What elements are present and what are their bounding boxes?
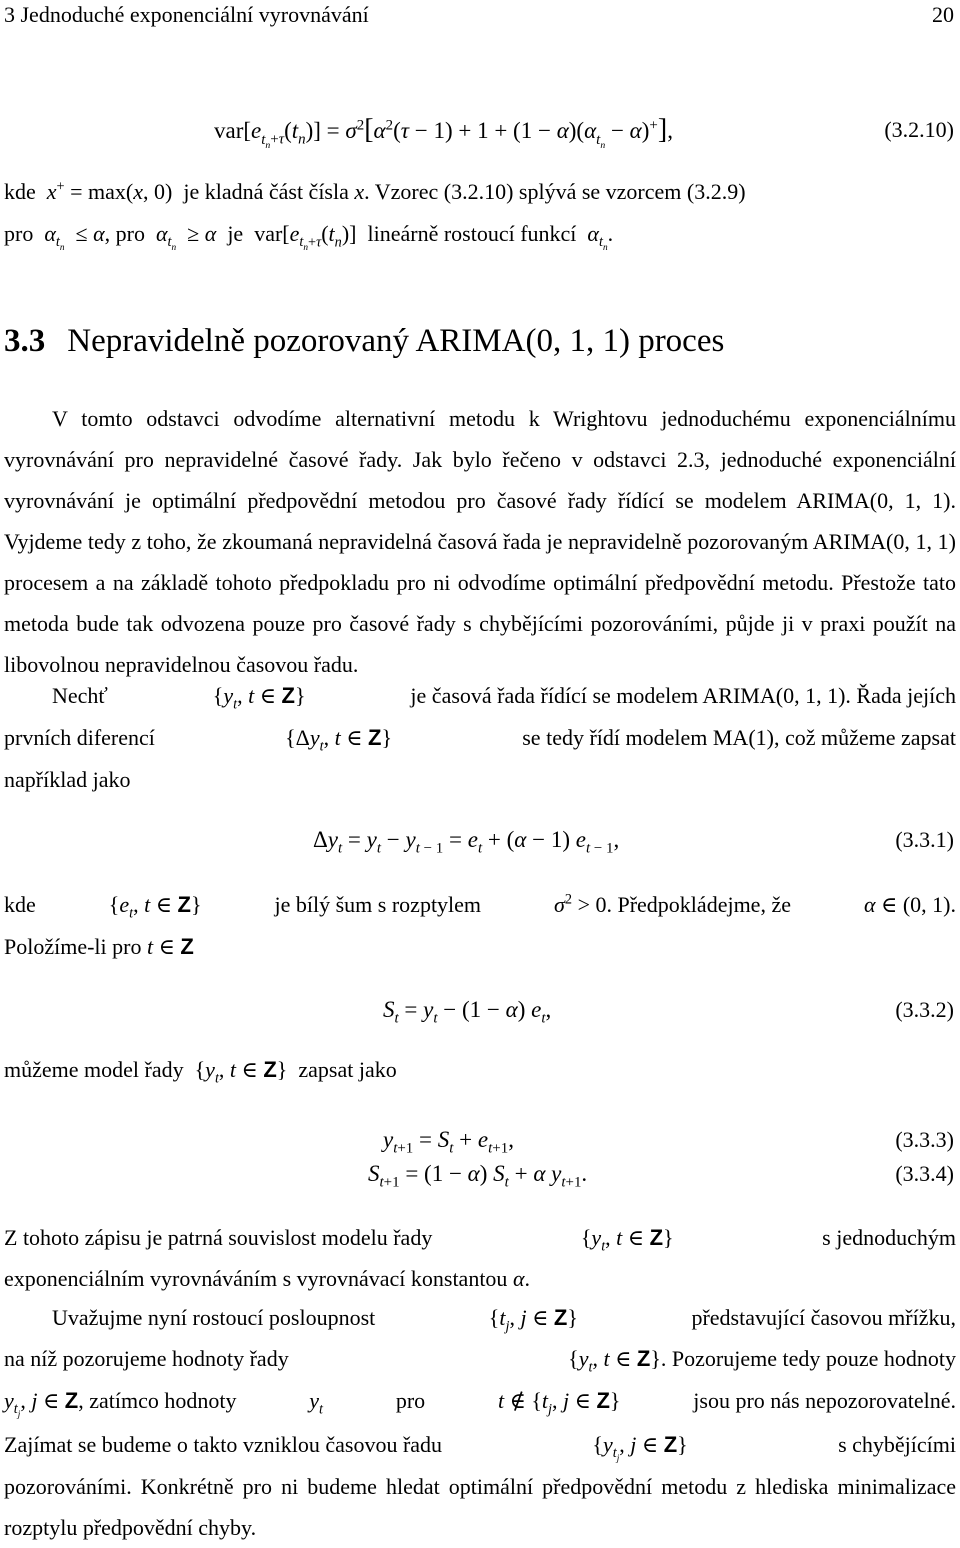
equation-3-3-1 [0,820,960,860]
text-line-prvnich: prvních diferencí {$\Delta y_t$, t ∈ Z} se tedy řídí modelem MA(1), což můžeme zapsat [4,725,956,755]
text-line-ztohoto-2: exponenciálním vyrovnáváním s vyrovnávací konstantou α. [4,1266,530,1291]
equation-number: (3.3.3) [895,1127,954,1152]
paragraph-intro: V tomto odstavci odvodíme alternativní metodu k Wrightovu jednoduchému exponenciálnímu vyrovnávání pro nepravidelné časové řady. Jak bylo řečeno v odstavci 2.3, jednoduché exponenciální vyrovnávání je optimální předpovědní metodou pro časové řady řídící se modelem ARIMA(0, 1, 1). Vyjdeme tedy z toho, že zkoumaná nepravidelná časová řada je nepravidelně pozorovaným ARIMA(0, 1, 1) procesem a na základě tohoto předpokladu pro ni odvodíme optimální předpovědní metodu. Přestože tato metoda bude tak odvozena pouze pro časové řady s chybějícími pozorováními, půjde ji v praxi použít na libovolnou nepravidelnou časovou řadu. [4,406,956,677]
equation-3-3-2 [0,990,960,1030]
text-line-napriklad: například jako [4,767,131,792]
text-line-necht: Nechť {$y_t$, t ∈ Z} je časová řada řídící se modelem ARIMA(0, 1, 1). Řada jejích [52,683,956,713]
text-line-zatimco: $y_{t_j}$, j ∈ Z, zatímco hodnoty $y_t$ pro t ∉ {$t_j$, j ∈ Z} jsou pro nás nepozorovatelné. [4,1388,956,1421]
text-line-muzeme: můžeme model řady {$y_t$, t ∈ Z} zapsat jako [4,1057,397,1087]
section-number: 3.3 [4,323,46,359]
running-header: 3 Jednoduché exponenciální vyrovnávání [4,2,369,27]
text-line-na-niz: na níž pozorujeme hodnoty řady {$y_t$, t ∈ Z}. Pozorujeme tedy pouze hodnoty [4,1346,956,1376]
equation-body: $\Delta y_t = y_t - y_{t - 1} = e_t + (\alpha - 1)$ $e_{t - 1}$, [313,827,620,857]
equation-body: $var[e_{t_n+\tau}(t_n)] = \sigma^2[\alpha^2(\tau - 1) + 1 + (1 - \alpha)(\alpha_{t_n} - \alpha)^+]$, [214,114,673,151]
equation-3-3-4 [0,1154,960,1194]
equation-body: $y_{t+1} = S_t + e_{t+1}$, [383,1127,514,1157]
text-line-uvazujme: Uvažujme nyní rostoucí posloupnost {$t_j$, j ∈ Z} představující časovou mřížku, [52,1305,956,1335]
equation-number: (3.3.2) [895,997,954,1022]
equation-number: (3.3.1) [895,827,954,852]
text-line-kde-1: kde x+ = max(x, 0) je kladná část čísla x. Vzorec (3.2.10) splývá se vzorcem (3.2.9) [4,178,746,204]
equation-number: (3.2.10) [884,117,954,142]
equation-3-2-10 [0,110,960,150]
page-number: 20 [932,2,954,27]
text-line-pro: pro $\alpha_{t_n} \le \alpha$, pro $\alpha_{t_n} \ge \alpha$ je $var[e_{t_n+\tau}(t_n)]$ lineárně rostoucí funkcí $\alpha_{t_n}$. [4,221,614,254]
text-line-kde-2: kde {$e_t$, t ∈ Z} je bílý šum s rozptylem $\sigma^2 > 0$. Předpokládejme, že α ∈ (0, 1). [4,891,956,922]
text-line-zajimat: Zajímat se budeme o takto vzniklou časovou řadu {$y_{t_j}$, j ∈ Z} s chybějícími [4,1432,956,1465]
equation-body: $S_t = y_t - (1 - \alpha)$ $e_t$, [383,997,552,1027]
section-heading [4,323,724,360]
equation-number: (3.3.4) [895,1161,954,1186]
paragraph-final: pozorováními. Konkrétně pro ni budeme hledat optimální předpovědní metodu z hlediska minimalizace rozptylu předpovědní chyby. [4,1474,956,1540]
text-line-ztohoto: Z tohoto zápisu je patrná souvislost modelu řady {$y_t$, t ∈ Z} s jednoduchým [4,1225,956,1255]
text-line-polozime: Položíme-li pro t ∈ Z [4,934,194,959]
equation-body: $S_{t+1} = (1 - \alpha) S_t + \alpha$ $y_{t+1}$. [368,1161,588,1191]
section-title: Nepravidelně pozorovaný ARIMA(0, 1, 1) proces [67,323,725,359]
